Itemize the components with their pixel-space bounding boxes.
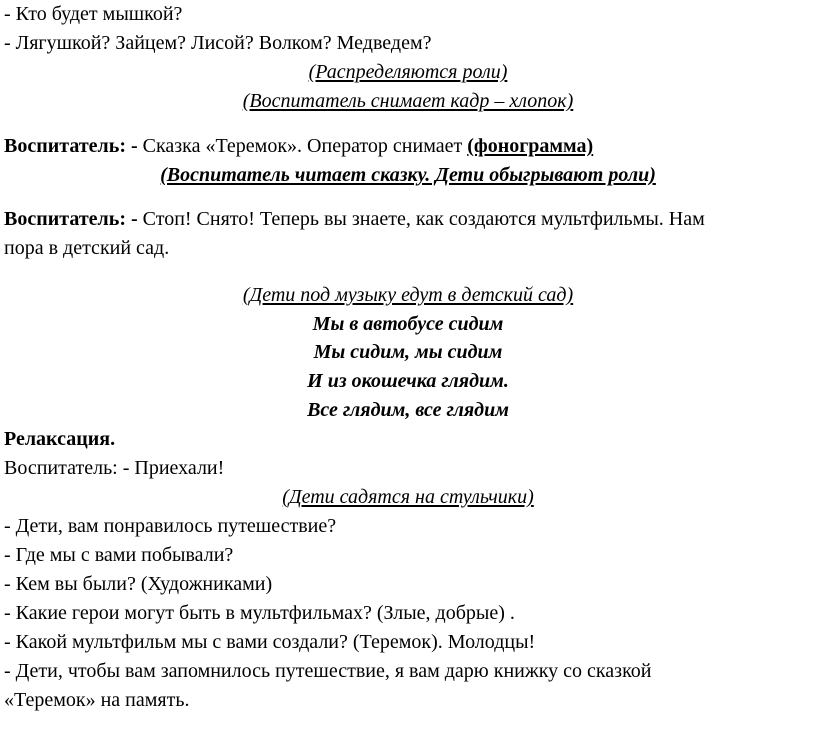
dialogue-line: - Где мы с вами побывали?	[4, 544, 234, 566]
stage-direction: (Воспитатель снимает кадр – хлопок)	[242, 90, 574, 112]
verse-line: Все глядим, все глядим	[307, 399, 509, 421]
dialogue-line: «Теремок» на память.	[4, 689, 190, 711]
dialogue-line: - Кто будет мышкой?	[4, 3, 183, 25]
narration-text: Сказка «Теремок». Оператор снимает	[137, 135, 468, 157]
verse-line: Мы в автобусе сидим	[312, 313, 504, 335]
stage-direction: (Распределяются роли)	[308, 61, 508, 83]
section-heading: Релаксация.	[4, 428, 116, 450]
stage-direction: (Дети садятся на стульчики)	[282, 486, 534, 508]
narration-line	[4, 207, 705, 231]
stage-direction: (Дети под музыку едут в детский сад)	[242, 284, 574, 306]
dialogue-line: - Какие герои могут быть в мультфильмах? (Злые, добрые) .	[4, 602, 515, 624]
verse-line: Мы сидим, мы сидим	[313, 341, 503, 363]
dialogue-line: - Какой мультфильм мы с вами создали? (Теремок). Молодцы!	[4, 631, 536, 653]
stage-direction: (Воспитатель читает сказку. Дети обыгрывают роли)	[160, 164, 656, 186]
sound-cue: (фонограмма)	[467, 135, 594, 157]
verse-line: И из окошечка глядим.	[307, 370, 509, 392]
speaker-label: Воспитатель: -	[4, 135, 138, 157]
narration-text: Стоп! Снято! Теперь вы знаете, как создаются мультфильмы. Нам	[137, 208, 705, 230]
dialogue-line: - Лягушкой? Зайцем? Лисой? Волком? Медведем?	[4, 32, 432, 54]
speaker-label: Воспитатель: -	[4, 208, 138, 230]
narration-line: Воспитатель: - Приехали!	[4, 457, 225, 479]
dialogue-line: - Дети, вам понравилось путешествие?	[4, 515, 337, 537]
dialogue-line: - Дети, чтобы вам запомнилось путешествие, я вам дарю книжку со сказкой	[4, 660, 652, 682]
dialogue-line: - Кем вы были? (Художниками)	[4, 573, 273, 595]
narration-line: пора в детский сад.	[4, 237, 170, 259]
narration-line	[4, 134, 593, 158]
